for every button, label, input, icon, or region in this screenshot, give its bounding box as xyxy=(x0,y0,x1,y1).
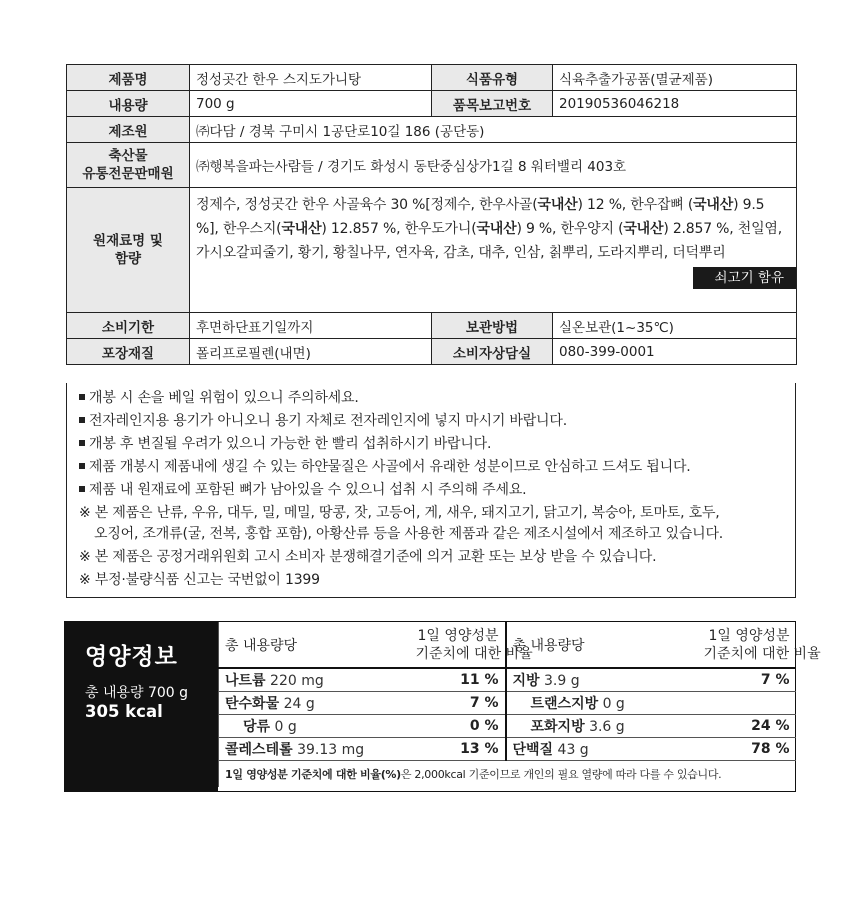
nutrition-title: 영양정보 xyxy=(85,644,178,670)
nutrient-cell xyxy=(506,738,698,761)
nutrition-footnote xyxy=(219,761,796,788)
nutrient-name: 트랜스지방 xyxy=(530,696,599,712)
nutrition-row xyxy=(219,692,796,715)
notice-item xyxy=(79,456,691,476)
notice-dispute: ※ 본 제품은 공정거래위원회 고시 소비자 분쟁해결기준에 의거 교환 또는 보상 받을 수 있습니다. xyxy=(79,549,657,565)
notice-text: 개봉 후 변질될 우려가 있으니 가능한 한 빨리 섭취하시기 바랍니다. xyxy=(89,436,492,452)
info-row-product xyxy=(67,65,797,91)
nutrient-name: 콜레스테롤 xyxy=(225,742,293,758)
nutrient-pct xyxy=(698,692,796,715)
nutrient-name: 포화지방 xyxy=(530,719,585,735)
notice-item xyxy=(79,479,526,499)
header-right-line2: 기준치에 대한 비율 xyxy=(415,645,533,662)
origin-bold: 국내산 xyxy=(623,221,664,237)
product-name: 정성곳간 한우 스지도가니탕 xyxy=(190,65,432,91)
volume-label: 내용량 xyxy=(67,91,190,117)
ingredients-part: ) 9 %, 한우양지 ( xyxy=(516,221,624,237)
ingredients-text xyxy=(190,188,796,265)
header-right-2-line1: 1일 영양성분 xyxy=(708,627,790,644)
header-right-2-line2: 기준치에 대한 비율 xyxy=(703,645,821,662)
nutrient-value: 24 g xyxy=(283,696,315,712)
seller: ㈜행복을파는사람들 / 경기도 화성시 동탄중심상가1길 8 워터밸리 403호 xyxy=(190,143,797,188)
nutrition-row xyxy=(219,738,796,761)
seller-label-line1: 축산물 xyxy=(108,148,148,164)
notice-box xyxy=(66,383,796,598)
nutrient-name: 탄수화물 xyxy=(225,696,280,712)
nutrient-cell xyxy=(219,668,410,692)
ingredients-part: 정제수, 정성곳간 한우 사골육수 30 %[정제수, 한우사골( xyxy=(196,197,538,213)
notice-item xyxy=(79,387,359,407)
nutrient-value: 43 g xyxy=(557,742,589,758)
nutrient-name: 단백질 xyxy=(512,742,554,758)
nutrition-table xyxy=(218,622,821,787)
info-row-expiry xyxy=(67,313,797,339)
nutrient-pct: 24 % xyxy=(698,715,796,738)
nutrition-header-row xyxy=(219,622,796,668)
food-type-label: 식품유형 xyxy=(432,65,553,91)
nutrient-value: 220 mg xyxy=(270,673,324,689)
seller-label xyxy=(67,143,190,188)
expiry-label: 소비기한 xyxy=(67,313,190,339)
volume: 700 g xyxy=(190,91,432,117)
footnote-rest: 은 2,000kcal 기준이므로 개인의 필요 열량에 따라 다를 수 있습니다. xyxy=(400,768,722,781)
nutrient-pct: 13 % xyxy=(410,738,506,761)
contact-label: 소비자상담실 xyxy=(432,339,553,365)
nutrient-cell xyxy=(506,692,698,715)
product-name-label: 제품명 xyxy=(67,65,190,91)
ingredients-part: ) 12 %, 한우잡뼈 ( xyxy=(577,197,694,213)
nutrient-pct: 78 % xyxy=(698,738,796,761)
nutrient-cell xyxy=(219,692,410,715)
nutrient-pct: 0 % xyxy=(410,715,506,738)
packaging: 폴리프로필렌(내면) xyxy=(190,339,432,365)
nutrient-name: 나트륨 xyxy=(225,673,266,689)
nutrient-value: 0 g xyxy=(274,719,297,735)
allergy-badge: 쇠고기 함유 xyxy=(693,267,797,289)
seller-label-line2: 유통전문판매원 xyxy=(82,166,174,182)
ingredients-label-line1: 원재료명 및 xyxy=(93,233,163,249)
notice-item xyxy=(79,410,567,430)
expiry: 후면하단표기일까지 xyxy=(190,313,432,339)
report-no: 20190536046218 xyxy=(553,91,797,117)
report-no-label: 품목보고번호 xyxy=(432,91,553,117)
nutrient-pct: 7 % xyxy=(698,668,796,692)
ingredients-label-line2: 함량 xyxy=(114,251,142,267)
ingredients-part: ) 9.5 %], 한우스지( xyxy=(196,197,765,237)
bullet-icon xyxy=(79,486,85,492)
nutrition-side xyxy=(65,622,218,791)
notice-text: 제품 내 원재료에 포함된 뼈가 남아있을 수 있으니 섭취 시 주의해 주세요. xyxy=(89,482,527,498)
notice-allergen-line2: 오징어, 조개류(굴, 전복, 홍합 포함), 아황산류 등을 사용한 제품과 같은 제조시설에서 제조하고 있습니다. xyxy=(94,526,724,542)
nutrient-value: 3.6 g xyxy=(589,719,625,735)
ingredients-cell xyxy=(190,188,797,313)
nutrient-cell xyxy=(219,715,410,738)
nutrition-panel xyxy=(64,621,821,792)
packaging-label: 포장재질 xyxy=(67,339,190,365)
nutrition-footnote-row xyxy=(219,761,796,788)
footnote-bold: 1일 영양성분 기준치에 대한 비율(%) xyxy=(225,768,401,781)
notice-text: 전자레인지용 용기가 아니오니 용기 자체로 전자레인지에 넣지 마시기 바랍니다. xyxy=(89,413,567,429)
nutrient-pct: 7 % xyxy=(410,692,506,715)
ingredients-part: ) 12.857 %, 한우도가니( xyxy=(321,221,477,237)
product-info-table xyxy=(66,64,797,365)
bullet-icon xyxy=(79,463,85,469)
notice-allergen-line1: ※ 본 제품은 난류, 우유, 대두, 밀, 메밀, 땅콩, 잣, 고등어, 게, 새우, 돼지고기, 닭고기, 복숭아, 토마토, 호두, xyxy=(79,505,720,521)
storage: 실온보관(1~35℃) xyxy=(553,313,797,339)
nutrient-value: 0 g xyxy=(602,696,625,712)
info-row-volume xyxy=(67,91,797,117)
nutrient-cell xyxy=(506,715,698,738)
maker-label: 제조원 xyxy=(67,117,190,143)
nutrition-row xyxy=(219,715,796,738)
notice-item xyxy=(79,433,491,453)
bullet-icon xyxy=(79,440,85,446)
origin-bold: 국내산 xyxy=(476,221,517,237)
origin-bold: 국내산 xyxy=(537,197,578,213)
ingredients-part: ) 2.857 %, 천일염, 가시오갈피줄기, 황기, 황칠나무, 연자육, 감초, 대추, 인삼, 칡뿌리, 도라지뿌리, 더덕뿌리 xyxy=(196,221,782,261)
notice-text: 제품 개봉시 제품내에 생길 수 있는 하얀물질은 사골에서 유래한 성분이므로 안심하고 드셔도 됩니다. xyxy=(89,459,691,475)
header-left-2: 총 내용량당 xyxy=(506,622,698,668)
maker: ㈜다담 / 경북 구미시 1공단로10길 186 (공단동) xyxy=(190,117,797,143)
info-row-packaging xyxy=(67,339,797,365)
notice-report: ※ 부정·불량식품 신고는 국번없이 1399 xyxy=(79,572,320,588)
contact: 080-399-0001 xyxy=(553,339,797,365)
ingredients-label xyxy=(67,188,190,313)
nutrient-cell xyxy=(219,738,410,761)
nutrient-value: 3.9 g xyxy=(544,673,580,689)
nutrition-row xyxy=(219,668,796,692)
origin-bold: 국내산 xyxy=(693,197,734,213)
storage-label: 보관방법 xyxy=(432,313,553,339)
header-left: 총 내용량당 xyxy=(219,622,410,668)
nutrient-name: 지방 xyxy=(512,673,540,689)
food-type: 식육추출가공품(멸균제품) xyxy=(553,65,797,91)
notice-text: 개봉 시 손을 베일 위험이 있으니 주의하세요. xyxy=(89,390,359,406)
nutrition-kcal: 305 kcal xyxy=(85,702,163,721)
origin-bold: 국내산 xyxy=(281,221,322,237)
nutrient-name: 당류 xyxy=(243,719,271,735)
bullet-icon xyxy=(79,417,85,423)
info-row-seller xyxy=(67,143,797,188)
info-row-maker xyxy=(67,117,797,143)
header-right-2 xyxy=(698,622,821,668)
nutrient-pct: 11 % xyxy=(410,668,506,692)
nutrient-value: 39.13 mg xyxy=(297,742,365,758)
nutrient-cell xyxy=(506,668,698,692)
header-right xyxy=(410,622,533,668)
info-row-ingredients xyxy=(67,188,797,313)
nutrition-total-amount: 총 내용량 700 g xyxy=(85,685,189,701)
header-right-line1: 1일 영양성분 xyxy=(417,627,499,644)
bullet-icon xyxy=(79,394,85,400)
